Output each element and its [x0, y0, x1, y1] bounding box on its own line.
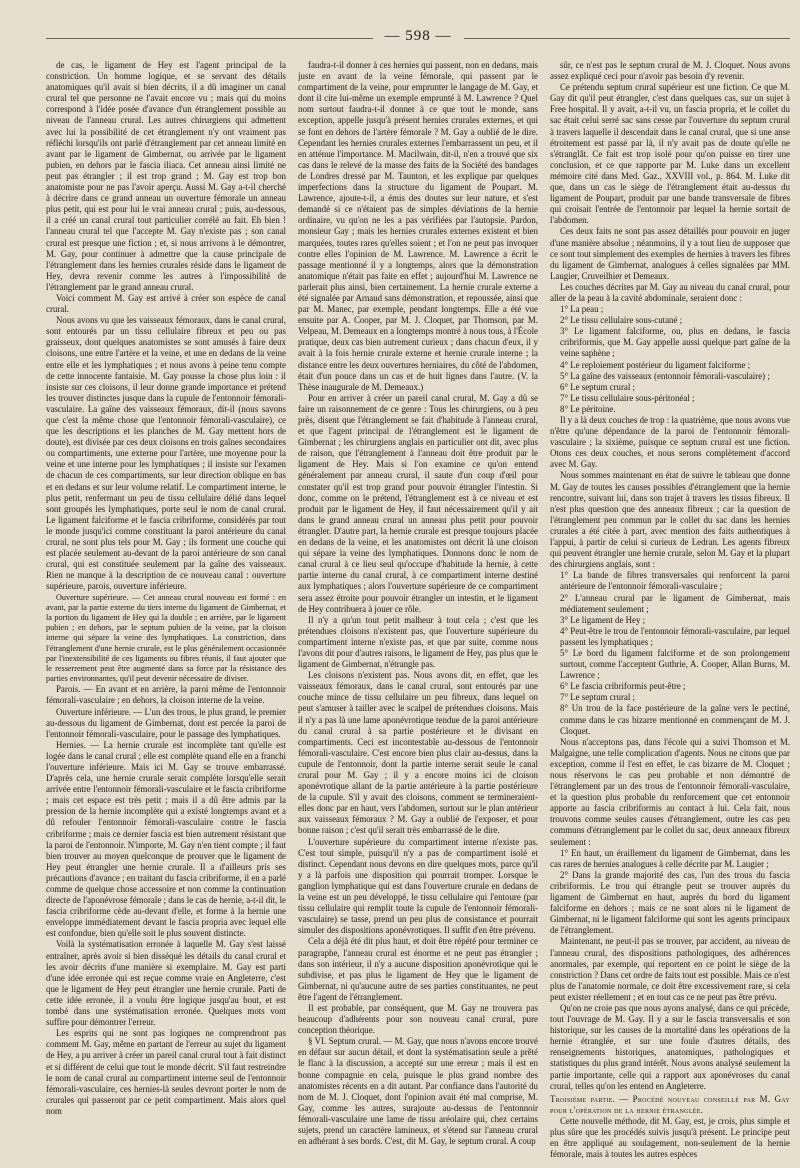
- paragraph: Maintenant, ne peut-il pas se trouver, par accident, au niveau de l'anneau crural, des dispositions pathologiques, des adhérences anormales, par exemple, qui reportent en ce point le siège de la constriction ? Dans cet ordre de faits tout est possible. Mais ce n'est plus de l'anatomie normale, ce doit être excessivement rare, si cela peut exister réellement ; et en tout cas ce ne peut pas être prévu.: [550, 936, 790, 1002]
- page-header: [46, 24, 790, 50]
- paragraph: Il n'y a qu'un tout petit malheur à tout cela ; c'est que les prétendues cloisons n'existent pas, que l'ouverture supérieure du compartiment interne n'existe pas, et que par suite, comme nous l'avons dit pour d'autres raisons, le ligament de Hey, pas plus que le ligament de Gimbernat, n'étrangle pas.: [298, 614, 538, 670]
- paragraph: Nous sommes maintenant en état de suivre le tableau que donne M. Gay de toutes les causes possibles d'étranglement que la hernie rencontre, suivant lui, dans son trajet à travers les tissus fibreux. Il n'est plus question que des anneaux fibreux ; car la question de l'étranglement peu commun par le collet du sac dans les hernies crurales a été citée à part, avec mention des faits authentiques à l'appui, à partir de celui si curieux de Ledran. Les agents fibreux qui peuvent étrangler une hernie crurale, selon M. Gay et la plupart des chirurgiens anglais, sont :: [550, 470, 790, 570]
- paragraph: Ce prétendu septum crural supérieur est une fiction. Ce que M. Gay dit qu'il peut étrangler, c'est dans quelques cas, sur un sujet à Free hospital. Il y avait, a-t-il vu, un fascia propria, et le collet du sac était celui serré sac sans cesse par l'ouverture du septum crural à travers laquelle il descendait dans le canal crural, que si une anse étroitement est passé par là, il n'y avait pas de doute qu'elle ne s'étranglât. Ce fait est trop isolé pour qu'on puisse en tirer une conclusion, et ce que rapporte par M. Luke dans un excellent mémoire cité dans Med. Gaz., XXVIII vol., p. 864. M. Luke dit que, dans un cas le siège de l'étranglement était au-dessus du ligament de Poupart, produit par une bande transversale de fibres qui croisait l'entrée de l'entonnoir par lequel la hernie sortait de l'abdomen.: [550, 82, 790, 226]
- list-item: 6° Le septum crural ;: [560, 381, 636, 392]
- paragraph: Les couches décrites par M. Gay au niveau du canal crural, pour aller de la peau à la cavité abdominale, seraient donc :: [550, 281, 790, 303]
- paragraph: de cas, le ligament de Hey est l'agent principal de la constriction. Un homme logique, et se servant des détails anatomiques qu'il avait si bien décrits, il a dû imaginer un canal crural tel que personne ne l'avait encore vu ; mais qui du moins correspond à l'idée posée d'avance d'un étranglement possible au niveau de l'anneau crural. Les autres chirurgiens qui admettent avec lui la possibilité de cet étranglement n'y ont vraiment pas réfléchi lorsqu'ils ont parlé d'étranglement par cet anneau limité en avant par le ligament de Gimbernat, ou arrivée par le ligament pubien, en dehors par le fascia iliaca. Cet anneau ainsi limité ne peut pas étrangler ; il est trop grand ; M. Gay est trop bon anatomiste pour ne pas l'avoir aperçu. Aussi M. Gay a-t-il cherché à décrire dans ce grand anneau un ouverture fémorale un anneau plus petit, qui est pour lui le vrai anneau crural ; puis, au-dessous, il a créé un canal crural tout particulier corrélé au fait. Eh bien ! l'anneau crural tel que l'accepte M. Gay n'existe pas ; son canal crural est presque une fiction ; et, si nous arrivons à le démontrer, M. Gay, pour continuer à admettre que la cause principale de l'étranglement dans les hernies crurales réside dans le ligament de Hey, devra revenir comme les autres à l'impossibilité de l'étranglement par le grand anneau crural.: [46, 60, 286, 292]
- list-item: 1° La bande de fibres transversales qui renforcent la paroi antérieure de l'entonnoir fémorali-vasculaire ;: [560, 570, 790, 592]
- paragraph: faudra-t-il donner à ces hernies qui passent, non en dedans, mais juste en avant de la veine fémorale, qui passent par le compartiment de la veine, pour emprunter le langage de M. Gay, et dont il cite lui-même un exemple emprunté à M. Lawrence ? Quel nom surtout faudra-t-il donner à ce que tout le monde, sans exception, appelle jusqu'à présent hernies crurales externes, et qui se font en dehors de l'artère fémorale ? M. Gay a oublié de le dire. Cependant les hernies crurales externes l'embarrassent un peu, et il en atténue l'importance. M. Macilwain, dit-il, n'en a trouvé que six cas dans le relevé de la masse des faits de la Société des bandages de Londres dressé par M. Taunton, et les explique par quelques imperfections dans la structure du ligament de Poupart. M. Lawrence, ajoute-t-il, a émis des doutes sur leur nature, et s'est demandé si ce n'étaient pas de simples déviations de la hernie ordinaire, vu qu'on ne les a pas vérifiées par l'autopsie. Pardon, monsieur Gay ; mais les hernies crurales externes existent et bien marquées, toutes rares qu'elles soient ; et l'on ne peut pas invoquer contre elles l'opinion de M. Lawrence. M. Lawrence a écrit le passage mentionné il y a longtemps, alors que la démonstration anatomique n'était pas faite en effet ; aujourd'hui M. Lawrence ne parlerait plus ainsi, bien certainement. La hernie crurale externe a été signalée par Arnaud sans démonstration, et repoussée, ainsi que par M. Manec, par exemple, pendant longtemps. Elle a été vue ensuite par A. Cooper, par M. J. Cloquet, par Thomson, par M. Velpeau, M. Demeaux en a longtemps montré à nous tous, à l'École pratique, deux cas bien autrement curieux ; dans chacun d'eux, il y avait à la fois hernie crurale externe et hernie crurale interne ; la distance entre les deux ouvertures herniaires, du côté de l'abdomen, était d'un pouce dans un cas et de huit lignes dans l'autre. (V. la Thèse inaugurale de M. Demeaux.): [298, 60, 538, 392]
- list-item: 1° La peau ;: [560, 304, 604, 315]
- list-item: 7° Le septum crural ;: [560, 692, 636, 703]
- paragraph: sûr, ce n'est pas le septum crural de M. J. Cloquet. Nous avons assez expliqué ceci pour n'avoir pas besoin d'y revenir.: [550, 60, 790, 82]
- paragraph: Il y a là deux couches de trop : la quatrième, que nous avons vue n'être qu'une dépendance de la paroi de l'entonnoir fémorali-vasculaire ; la sixième, puisque ce septum crural est une fiction. Otons ces deux couches, et nous serons complètement d'accord avec M. Gay.: [550, 415, 790, 470]
- column-middle: [298, 60, 538, 1162]
- list-item: 3° Le ligament de Hey ;: [560, 614, 646, 625]
- paragraph: L'ouverture supérieure du compartiment interne n'existe pas. C'est tout simple, puisqu'il n'y a pas de compartiment isolé et distinct. Cependant nous devons en dire quelques mots, parce qu'il y a là parfois une disposition qui pourrait tromper. Lorsque le ganglion lymphatique qui est dans l'ouverture crurale en dedans de la veine est un peu développé, le tissu cellulaire qui l'entoure (par tissu cellulaire qui remplit toute la cupule de l'entonnoir fémorali-vasculaire) se tasse, prend un peu plus de consistance et pourrait simuler des dispositions aponévrotiques. Il suffit d'en être prévenu.: [298, 836, 538, 936]
- paragraph: Voilà la systématisation erronée à laquelle M. Gay s'est laissé entraîner, après avoir si bien disséqué les détails du canal crural et les avoir décrits d'une manière si exemplaire. M. Gay est parti d'une idée erronée qui est reçue comme vraie en Angleterre, c'est que le ligament de Hey peut étrangler une hernie crurale. Parti de cette idée erronée, il a voulu être logique jusqu'au bout, et est tombé dans une systématisation erronée. Quelques mots vont suffire pour démontrer l'erreur.: [46, 939, 286, 1028]
- list-item: 2° L'anneau crural par le ligament de Gimbernat, mais médiatement seulement ;: [560, 592, 790, 614]
- paragraph: Voici comment M. Gay est arrivé à créer son espèce de canal crural.: [46, 292, 286, 315]
- paragraph: Nous n'acceptons pas, dans l'école qui a suivi Thomson et M. Malgaigne, une telle complication d'agents. Nous ne citons que par exception, comme il l'est en effet, le cas bizarre de M. Cloquet ; nous réservons le cas peu probable et non démontré de l'étranglement par un des trous de l'entonnoir fémorali-vasculaire, et la question plus probable du renforcement que cet entonnoir apporte au fascia cribriformis au contact à lui. Cela fait, nous trouvons comme seules causes d'étranglement, outre les cas peu communs d'étranglement par le collet du sac, deux anneaux fibreux seulement :: [550, 736, 790, 847]
- paragraph: Ouverture inférieure. — L'un des trous, le plus grand, le premier au-dessous du ligament de Gimbernat, dont est percée la paroi de l'entonnoir fémorali-vasculaire, pour le passage des lymphatiques.: [46, 706, 286, 739]
- section-heading: Troisième partie. — Procédé nouveau conseillé par M. Gay pour l'opération de la hernie étranglée.: [550, 1093, 790, 1115]
- list-item: 8° Un trou de la face postérieure de la gaîne vers le pectiné, comme dans le cas bizarre mentionné en commençant de M. J. Cloquet.: [560, 703, 790, 736]
- paragraph: Ouverture supérieure. — Cet anneau crural nouveau est formé : en avant, par la partie externe du tiers interne du ligament de Gimbernat, et la portion du ligament de Hey qui la double ; en arrière, par le ligament pubien ; en dehors, par le septum pubien de la veine, par la cloison interne qui sépare la veine des lymphatiques. La constriction, dans l'étranglement d'une hernie crurale, est le plus généralement occasionnée par l'inextensibilité de ces ligaments ou fibres réunis, il faut ajouter que le resserrement peut être augmenté dans sa force par la résistance des parties environnantes, qu'il peut devenir nécessaire de diviser.: [46, 592, 286, 684]
- list-item: 6° Le fascia cribriformis peut-être ;: [560, 681, 686, 692]
- paragraph: Cette nouvelle méthode, dit M. Gay, est, je crois, plus simple et plus sûre que les procédés suivis jusqu'à présent. Le principe peut en être appliqué au soulagement, non-seulement de la hernie fémorale, mais à toutes les autres espèces: [550, 1115, 790, 1160]
- page-number: — 598 —: [373, 24, 464, 45]
- list-item: 2° Le tissu cellulaire sous-cutané ;: [560, 315, 683, 326]
- paragraph: Cela a déjà été dit plus haut, et doit être répété pour terminer ce paragraphe, l'anneau crural est énorme et ne peut pas étrangler ; dans son intérieur, il n'y a aucune disposition aponévrotique qui le subdivise, et pas plus le ligament de Hey que le ligament de Gimbernat, ni qu'aucune autre de ses parties constituantes, ne peut être l'agent de l'étranglement.: [298, 936, 538, 1002]
- paragraph: Qu'on ne croie pas que nous ayons analysé, dans ce qui précède, tout l'ouvrage de M. Gay. Il y a sur le fascia transversalis et son historique, sur les causes de la mortalité dans les opérations de la hernie étranglée, et sur une foule d'autres détails, des renseignements historiques, anatomiques, pathologiques et statistiques du plus grand intérêt. Nous avons analysé seulement la partie importante, celle qui a rapport aux aponévroses du canal crural, telles qu'on les entend en Angleterre.: [550, 1002, 790, 1091]
- list-item: 7° Le tissu cellulaire sous-péritonéal ;: [560, 392, 695, 403]
- paragraph: 2° Dans la grande majorité des cas, l'un des trous du fascia cribriformis. Le trou qui étrangle peut se trouver auprès du ligament de Gimbernat en haut, auprès du bord du ligament falciforme en dehors ; mais ce ne sont alors ni le ligament de Gimbernat, ni le ligament falciforme qui sont les agents principaux de l'étranglement.: [550, 869, 790, 936]
- paragraph: § VI. Septum crural. — M. Gay, que nous n'avons encore trouvé en défaut sur aucun détail, et dont la systématisation seule a prêté le flanc à la discussion, a accepté sur une erreur ; mais il est en bonne compagnie en cela, puisque le plus grand nombre des anatomistes récents en a dit autant. Par confiance dans l'autorité du nom de M. J. Cloquet, dont l'opinion avait été mal comprise, M. Gay, comme les autres, surajoute au-dessus de l'entonnoir fémorali-vasculaire une lame de tissu aréolaire qui, chez certains sujets, prend un caractère lamineux, et s'étend sur l'anneau crural en adhérant à ses bords. C'est, dit M. Gay, le septum crural. A coup: [298, 1036, 538, 1147]
- column-right: [550, 60, 790, 1162]
- column-left: [46, 60, 286, 1162]
- paragraph: Parois. — En avant et en arrière, la paroi même de l'entonnoir fémorali-vasculaire ; en dehors, la cloison interne de la veine.: [46, 684, 286, 706]
- list-item: 4° Peut-être le trou de l'entonnoir fémorali-vasculaire, par lequel passent les lymphatiques ;: [560, 625, 790, 647]
- paragraph: 1° En haut, un éraillement du ligament de Gimbernat, dans les cas rares de hernies analogues à celle décrite par M. Laugier ;: [550, 847, 790, 869]
- paragraph: Nous avons vu que les vaisseaux fémoraux, dans le canal crural, sont entourés par un tissu cellulaire fibreux et peu ou pas graisseux, dont quelques anatomistes se sont amusés à faire deux cloisons, une entre l'artère et la veine, et une en dedans de la veine entre elle et les lymphatiques ; et nous avons à peine tenu compte de cette innocente fantaisie. M. Gay pousse la chose plus loin : il insiste sur ces cloisons, il leur donne grande importance et prétend les trouver distinctes jusque dans la cupule de l'entonnoir fémorali-vasculaire. La gaîne des vaisseaux fémoraux, dit-il (nous savons que c'est la même chose que l'entonnoir fémorali-vasculaire), ce que les descriptions et les planches de M. Gay mettent hors de doute), est divisée par ces deux cloisons en trois gaînes secondaires ou compartiments, une externe pour l'artère, une moyenne pour la veine et une interne pour les lymphatiques ; il insiste sur l'examen de chacun de ces compartiments, sur leur direction oblique en bas et en dedans et sur leur volume relatif. Le compartiment interne, le plus petit, renfermant un peu de tissu cellulaire délié dans lequel sont groupés les lymphatiques, porte seul le nom de canal crural. Le ligament falciforme et le fascia cribriforme, considérés par tout le monde jusqu'ici comme constituant la paroi antérieure du canal crural, ne sont plus tels pour M. Gay ; ils forment une couche qui est placée seulement au-devant de la paroi antérieure de son canal crural, qui est constituée seulement par la gaîne des vaisseaux. Rien ne manque à la description de ce nouveau canal : ouverture supérieure, parois, ouverture inférieure.: [46, 315, 286, 592]
- text-columns: [46, 60, 790, 1162]
- paragraph: Les esprits qui ne sont pas logiques ne comprendront pas comment M. Gay, même en partant de l'erreur au sujet du ligament de Hey, a pu arriver à créer un pareil canal crural tout à fait distinct et si différent de celui que tout le monde décrit. S'il faut restreindre le nom de canal crural au compartiment interne seul de l'entonnoir fémorali-vasculaire, ces hernies-là seules devront porter le nom de crurales qui passeront par ce petit compartiment. Mais alors quel nom: [46, 1028, 286, 1116]
- list-item: 5° La gaîne des vaisseaux (entonnoir fémorali-vasculaire) ;: [560, 370, 770, 381]
- list-item: 3° Le ligament falciforme, ou, plus en dedans, le fascia cribriformis, que M. Gay appelle aussi quelque part gaîne de la veine saphène ;: [560, 326, 790, 359]
- list-item: 4° Le reploiement postérieur du ligament falciforme ;: [560, 359, 751, 370]
- paragraph: Il est probable, par conséquent, que M. Gay ne trouvera pas beaucoup d'adhérents pour son nouveau canal crural, pure conception théorique.: [298, 1002, 538, 1036]
- paragraph: Hernies. — La hernie crurale est incomplète tant qu'elle est logée dans le canal crural ; elle est complète quand elle en a franchi l'ouverture inférieure. Mais ici M. Gay se trouve embarrassé. D'après cela, une hernie crurale serait complète lorsqu'elle serait arrivée entre l'entonnoir fémorali-vasculaire et le fascia cribriforme ; mais cet espace est très petit ; mais il a dû être admis par la pression de la hernie incomplète qui a existé longtemps avant et a dû refouler l'entonnoir fémorali-vasculaire contre le fascia cribriforme ; mais ce dernier fascia est bien autrement résistant que la paroi de l'entonnoir. N'importe, M. Gay n'en tient compte ; il faut bien trouver au moyen quelconque de prouver que le ligament de Hey peut étrangler une hernie crurale. Il a d'ailleurs pris ses précautions d'avance ; en traitant du fascia cribriforme, il en a parlé comme de quelque chose accessoire et non comme la continuation directe de l'aponévrose fémorale ; dans le cas de hernie, a-t-il dit, le fascia cribriforme cède au-devant d'elle, et forme à la hernie une enveloppe immédiatement devant le fascia propria avec lequel elle est confondue, bien qu'elle soit le plus souvent distincte.: [46, 739, 286, 939]
- list-item: 5° Le bord du ligament falciforme et de son prolongement surtout, comme l'acceptent Guthrie, A. Cooper, Allan Burns, M. Lawrence ;: [560, 647, 790, 681]
- paragraph: Les cloisons n'existent pas. Nous avons dit, en effet, que les vaisseaux fémoraux, dans le canal crural, sont entourés par une couche mince de tissu cellulaire un peu fibreux, dans lequel on peut s'amuser à tailler avec le scalpel de prétendues cloisons. Mais il n'y a pas là une lame aponévrotique tendue de la paroi antérieure du canal crural à sa partie postérieure et le divisant en compartiments. Ceci est incontestable au-dessous de l'entonnoir fémorali-vasculaire. C'est encore bien plus clair au-dessus, dans la cupule de l'entonnoir, dont la partie interne serait seule le canal crural pour M. Gay ; il y a encore moins ici de cloison aponévrotique allant de la partie antérieure à la partie postérieure de la cupule. S'il y avait des cloisons, comment se termineraient-elles donc par en haut, vers l'abdomen, surtout sur le plan antérieur aux vaisseaux fémoraux ? M. Gay a oublié de l'exposer, et pour bonne raison ; c'est qu'il serait très embarrassé de le dire.: [298, 670, 538, 836]
- list-item: 8° Le péritoine.: [560, 403, 616, 414]
- paragraph: Pour en arriver à créer un pareil canal crural, M. Gay a dû se faire un raisonnement de ce genre : Tous les chirurgiens, ou à peu près, disent que l'étranglement se fait d'habitude à l'anneau crural, et que l'agent principal de l'étranglement est le ligament de Gimbernat ; les chirurgiens anglais en particulier ont dit, avec plus de raison, que l'étranglement à l'anneau doit être produit par le ligament de Hey. Mais si l'on examine ce qu'on entend généralement par anneau crural, il saute d'un coup d'œil pour constater qu'il est trop grand pour pouvoir étrangler l'intestin. Si donc, comme on le prétend, l'étranglement est à ce niveau et est produit par le ligament de Hey, il faut nécessairement qu'il y ait dans le grand anneau crural un anneau plus petit pour pouvoir étrangler. D'autre part, la hernie crurale est presque toujours placée en dedans de la veine, et les anatomistes ont décrit là une cloison qui sépare la veine des lymphatiques. Donnons donc le nom de canal crural à ce lieu seul qu'occupe d'habitude la hernie, à cette partie interne du canal crural, à ce compartiment interne destiné aux lymphatiques ; alors l'ouverture supérieure de ce compartiment sera assez étroite pour pouvoir étrangler un intestin, et le ligament de Hey contribuera à jouer ce rôle.: [298, 392, 538, 614]
- paragraph: Ces deux faits ne sont pas assez détaillés pour pouvoir en juger d'une manière absolue ; néanmoins, il y a tout lieu de supposer que ce sont tout simplement des exemples de hernies à travers les fibres du ligament de Gimbernat, analogues à celles signalées par MM. Laugier, Cruveilhier et Demeaux.: [550, 226, 790, 281]
